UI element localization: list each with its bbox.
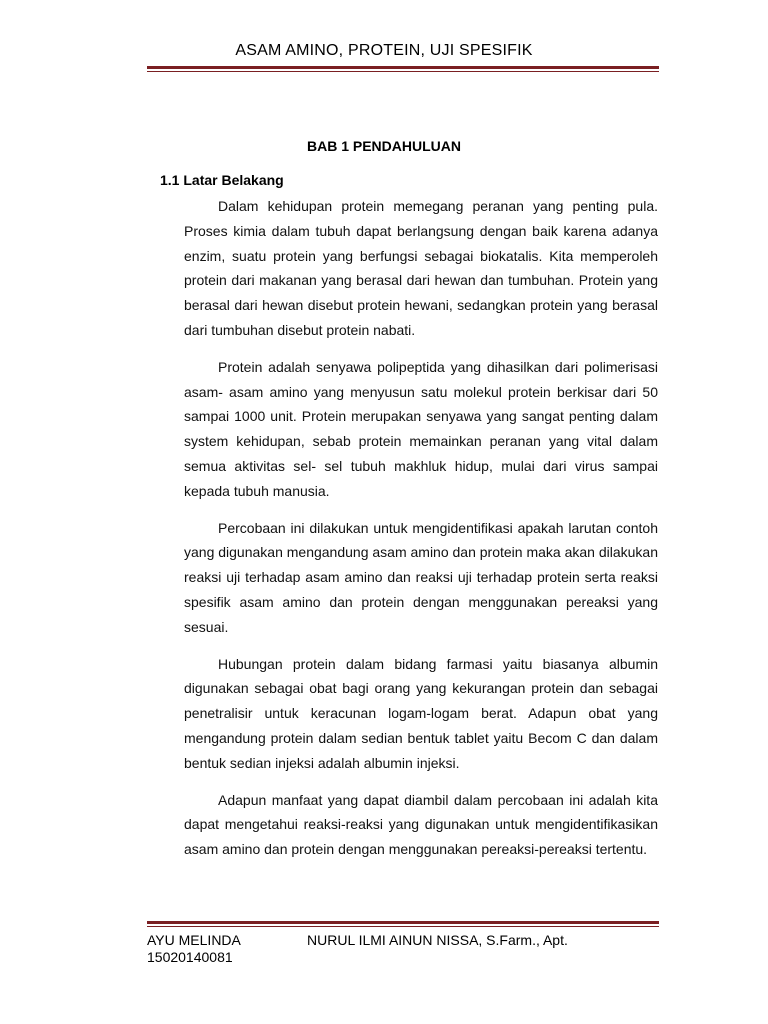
footer-supervisor: NURUL ILMI AINUN NISSA, S.Farm., Apt.	[307, 932, 568, 948]
header-rule	[147, 66, 659, 72]
footer-rule-thick	[147, 921, 659, 924]
header-rule-thin	[147, 71, 659, 72]
footer-rule	[147, 921, 659, 927]
page-header-title: ASAM AMINO, PROTEIN, UJI SPESIFIK	[235, 42, 533, 59]
header-rule-thick	[147, 66, 659, 69]
paragraph: Percobaan ini dilakukan untuk mengidentifikasi apakah larutan contoh yang digunakan mengandung asam amino dan protein maka akan dilakukan reaksi uji terhadap asam amino dan reaksi uji terhadap protein serta reaksi spesifik asam amino dan protein dengan menggunakan pereaksi yang sesuai.	[184, 519, 658, 635]
student-id: 15020140081	[147, 949, 233, 965]
footer-student	[147, 932, 241, 966]
paragraph: Protein adalah senyawa polipeptida yang dihasilkan dari polimerisasi asam- asam amino yang menyusun satu molekul protein berkisar dari 50 sampai 1000 unit. Protein merupakan senyawa yang sangat penting dalam system kehidupan, sebab protein memainkan peranan yang vital dalam semua aktivitas sel- sel tubuh makhluk hidup, mulai dari virus sampai kepada tubuh manusia.	[184, 358, 658, 499]
paragraph: Adapun manfaat yang dapat diambil dalam percobaan ini adalah kita dapat mengetahui reaksi-reaksi yang digunakan untuk mengidentifikasikan asam amino dan protein dengan menggunakan pereaksi-pereaksi tertentu.	[184, 791, 658, 858]
paragraph: Hubungan protein dalam bidang farmasi yaitu biasanya albumin digunakan sebagai obat bagi orang yang kekurangan protein dan sebagai penetralisir untuk keracunan logam-logam berat. Adapun obat yang mengandung protein dalam sedian bentuk tablet yaitu Becom C dan dalam bentuk sedian injeksi adalah albumin injeksi.	[184, 655, 658, 771]
footer-rule-thin	[147, 926, 659, 927]
paragraph: Dalam kehidupan protein memegang peranan yang penting pula. Proses kimia dalam tubuh dapat berlangsung dengan baik karena adanya enzim, suatu protein yang berfungsi sebagai biokatalis. Kita memperoleh protein dari makanan yang berasal dari hewan dan tumbuhan. Protein yang berasal dari hewan disebut protein hewani, sedangkan protein yang berasal dari tumbuhan disebut protein nabati.	[184, 198, 658, 338]
section-title: 1.1 Latar Belakang	[160, 172, 284, 188]
student-name: AYU MELINDA	[147, 932, 241, 948]
body-text	[184, 194, 658, 874]
chapter-title: BAB 1 PENDAHULUAN	[306, 138, 461, 154]
